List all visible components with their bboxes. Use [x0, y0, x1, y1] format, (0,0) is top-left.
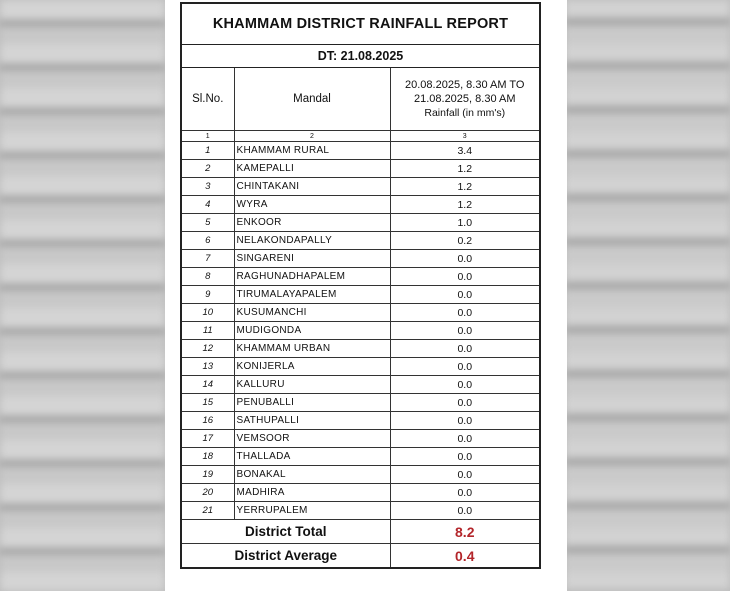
table-row — [182, 430, 539, 448]
row-mandal: MADHIRA — [234, 484, 390, 502]
row-rainfall: 0.0 — [390, 322, 539, 340]
row-mandal: NELAKONDAPALLY — [234, 232, 390, 250]
row-sl-no: 1 — [182, 142, 234, 160]
row-sl-no: 15 — [182, 394, 234, 412]
row-sl-no: 12 — [182, 340, 234, 358]
column-number-3: 3 — [390, 131, 539, 142]
row-sl-no: 6 — [182, 232, 234, 250]
table-row — [182, 502, 539, 520]
row-rainfall: 0.0 — [390, 466, 539, 484]
table-row — [182, 358, 539, 376]
row-rainfall: 1.0 — [390, 214, 539, 232]
row-mandal: THALLADA — [234, 448, 390, 466]
header-mandal: Mandal — [234, 68, 390, 131]
table-row — [182, 232, 539, 250]
row-mandal: BONAKAL — [234, 466, 390, 484]
row-mandal: SINGARENI — [234, 250, 390, 268]
table-row — [182, 412, 539, 430]
header-rainfall — [390, 68, 539, 131]
row-mandal: KHAMMAM URBAN — [234, 340, 390, 358]
row-mandal: MUDIGONDA — [234, 322, 390, 340]
table-header-row — [182, 68, 539, 131]
district-total-label: District Total — [182, 520, 390, 544]
district-total-value: 8.2 — [390, 520, 539, 544]
row-sl-no: 18 — [182, 448, 234, 466]
district-average-label: District Average — [182, 544, 390, 568]
row-rainfall: 0.0 — [390, 358, 539, 376]
table-row — [182, 484, 539, 502]
column-number-row — [182, 131, 539, 142]
row-rainfall: 0.2 — [390, 232, 539, 250]
row-mandal: KALLURU — [234, 376, 390, 394]
row-sl-no: 14 — [182, 376, 234, 394]
row-mandal: SATHUPALLI — [234, 412, 390, 430]
table-row — [182, 286, 539, 304]
rainfall-table — [182, 68, 539, 567]
row-rainfall: 0.0 — [390, 286, 539, 304]
blurred-background-right — [565, 0, 730, 591]
row-mandal: KONIJERLA — [234, 358, 390, 376]
row-mandal: KAMEPALLI — [234, 160, 390, 178]
row-sl-no: 16 — [182, 412, 234, 430]
row-sl-no: 8 — [182, 268, 234, 286]
row-mandal: WYRA — [234, 196, 390, 214]
table-row — [182, 214, 539, 232]
row-sl-no: 4 — [182, 196, 234, 214]
column-number-2: 2 — [234, 131, 390, 142]
row-mandal: YERRUPALEM — [234, 502, 390, 520]
table-row — [182, 466, 539, 484]
report-title: KHAMMAM DISTRICT RAINFALL REPORT — [182, 4, 539, 45]
district-average-value: 0.4 — [390, 544, 539, 568]
header-rainfall-line2: 21.08.2025, 8.30 AM — [413, 93, 516, 105]
row-mandal: PENUBALLI — [234, 394, 390, 412]
row-rainfall: 0.0 — [390, 502, 539, 520]
header-rainfall-line1: 20.08.2025, 8.30 AM TO — [405, 79, 525, 91]
row-mandal: RAGHUNADHAPALEM — [234, 268, 390, 286]
row-rainfall: 0.0 — [390, 304, 539, 322]
district-average-row — [182, 544, 539, 568]
row-mandal: CHINTAKANI — [234, 178, 390, 196]
table-row — [182, 268, 539, 286]
row-rainfall: 0.0 — [390, 394, 539, 412]
row-mandal: KHAMMAM RURAL — [234, 142, 390, 160]
row-rainfall: 0.0 — [390, 412, 539, 430]
row-sl-no: 11 — [182, 322, 234, 340]
table-row — [182, 142, 539, 160]
row-rainfall: 1.2 — [390, 160, 539, 178]
district-total-row — [182, 520, 539, 544]
table-row — [182, 322, 539, 340]
table-row — [182, 340, 539, 358]
row-rainfall: 1.2 — [390, 196, 539, 214]
row-rainfall: 0.0 — [390, 340, 539, 358]
row-mandal: TIRUMALAYAPALEM — [234, 286, 390, 304]
rainfall-report-sheet — [180, 2, 541, 569]
row-sl-no: 17 — [182, 430, 234, 448]
table-row — [182, 178, 539, 196]
row-sl-no: 13 — [182, 358, 234, 376]
table-row — [182, 250, 539, 268]
row-rainfall: 0.0 — [390, 484, 539, 502]
row-mandal: KUSUMANCHI — [234, 304, 390, 322]
row-mandal: VEMSOOR — [234, 430, 390, 448]
row-rainfall: 0.0 — [390, 250, 539, 268]
row-sl-no: 21 — [182, 502, 234, 520]
row-rainfall: 1.2 — [390, 178, 539, 196]
row-rainfall: 0.0 — [390, 430, 539, 448]
row-rainfall: 0.0 — [390, 376, 539, 394]
row-sl-no: 7 — [182, 250, 234, 268]
row-sl-no: 20 — [182, 484, 234, 502]
table-row — [182, 160, 539, 178]
column-number-1: 1 — [182, 131, 234, 142]
row-sl-no: 19 — [182, 466, 234, 484]
row-rainfall: 0.0 — [390, 268, 539, 286]
header-rainfall-line3: Rainfall (in mm's) — [424, 107, 506, 119]
blurred-background-left — [0, 0, 165, 591]
row-mandal: ENKOOR — [234, 214, 390, 232]
row-sl-no: 10 — [182, 304, 234, 322]
table-row — [182, 376, 539, 394]
row-sl-no: 3 — [182, 178, 234, 196]
row-sl-no: 5 — [182, 214, 234, 232]
table-row — [182, 448, 539, 466]
table-row — [182, 394, 539, 412]
report-date: DT: 21.08.2025 — [182, 45, 539, 68]
row-sl-no: 2 — [182, 160, 234, 178]
table-row — [182, 196, 539, 214]
header-sl-no: Sl.No. — [182, 68, 234, 131]
row-sl-no: 9 — [182, 286, 234, 304]
row-rainfall: 3.4 — [390, 142, 539, 160]
row-rainfall: 0.0 — [390, 448, 539, 466]
table-row — [182, 304, 539, 322]
